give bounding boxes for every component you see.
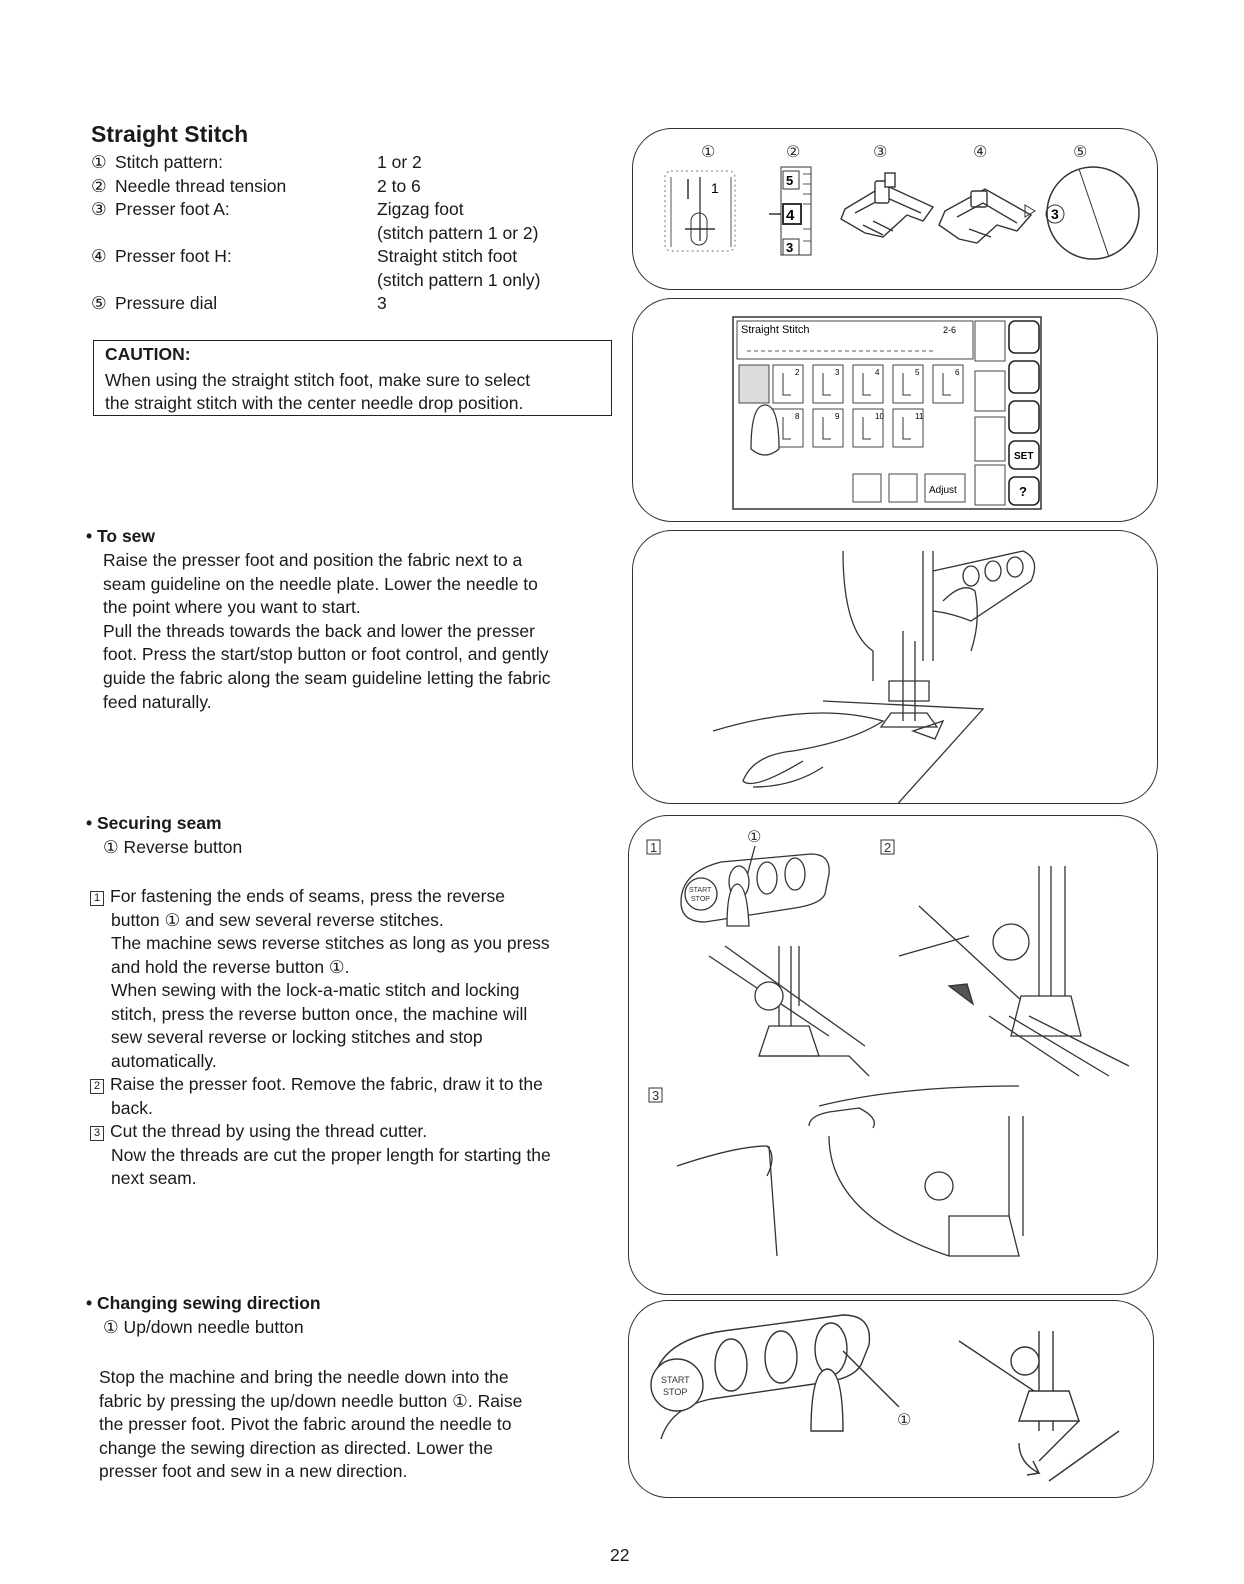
to-sew-line: guide the fabric along the seam guideline letting the fabric: [103, 668, 551, 688]
setting-label-text: Stitch pattern:: [115, 152, 223, 172]
caution-line-1: When using the straight stitch foot, make sure to select: [105, 370, 531, 390]
setting-value: 3: [377, 293, 387, 313]
pattern-number: 1: [711, 180, 719, 196]
step-number-box: 3: [90, 1126, 104, 1141]
callout-5: ⑤: [1073, 144, 1088, 161]
step-number-box: 1: [90, 891, 104, 906]
step-text: Raise the presser foot. Remove the fabric, draw it to the: [110, 1074, 543, 1094]
stop-label: STOP: [663, 1387, 688, 1397]
lcd-drawing: [633, 299, 1157, 521]
tension-dial: [769, 167, 811, 255]
hand-icon: [943, 588, 977, 651]
button-icon: [985, 561, 1001, 581]
lcd-key-right-4[interactable]: [975, 465, 1005, 505]
direction-line: change the sewing direction as directed. Lower the: [99, 1437, 493, 1458]
stop-label: STOP: [691, 896, 710, 903]
securing-step-line: next seam.: [111, 1168, 197, 1188]
figure-lcd-screen: [632, 298, 1158, 522]
reverse-button[interactable]: [715, 1339, 747, 1391]
setting-value: (stitch pattern 1 or 2): [377, 222, 539, 243]
straight-stitch-foot-illustration: [939, 189, 1031, 243]
page-number: 22: [610, 1545, 630, 1565]
stitch-key-number: 10: [875, 412, 884, 421]
direction-drawing: [629, 1301, 1153, 1497]
securing-step-line: When sewing with the lock-a-matic stitch and locking: [111, 980, 520, 1000]
setting-label: [91, 175, 286, 199]
to-sew-line: Raise the presser foot and position the fabric next to a: [103, 550, 523, 570]
direction-heading: • Changing sewing direction: [86, 1293, 321, 1313]
securing-step-line: and hold the reverse button ①.: [111, 956, 350, 977]
bullet-icon: •: [86, 813, 97, 833]
to-sew-line: feed naturally.: [103, 691, 212, 712]
up-down-callout: ①: [897, 1412, 912, 1429]
setting-number: ①: [91, 152, 107, 172]
direction-line: the presser foot. Pivot the fabric around the needle to: [99, 1414, 512, 1435]
figure-securing-seam: [628, 815, 1158, 1295]
lock-button[interactable]: [765, 1331, 797, 1383]
lcd-key-right-3[interactable]: [975, 417, 1005, 461]
lcd-key-right-1[interactable]: [975, 321, 1005, 361]
securing-step-line: Now the threads are cut the proper length for starting the: [111, 1144, 551, 1165]
setting-label: [91, 198, 230, 222]
callout-1: ①: [701, 144, 716, 161]
lcd-screen-title: Straight Stitch: [741, 324, 810, 336]
step-label-1: 1: [650, 840, 658, 855]
setting-number: ②: [91, 175, 107, 196]
to-sew-line: the point where you want to start.: [103, 597, 361, 618]
direction-line: Stop the machine and bring the needle down into the: [99, 1367, 509, 1387]
securing-drawing: [629, 816, 1157, 1294]
side-set-label: SET: [1014, 451, 1034, 462]
setting-number: ③: [91, 199, 107, 219]
side-button-3[interactable]: [1009, 401, 1039, 433]
tension-4: 4: [786, 207, 795, 224]
securing-step-line: [90, 885, 505, 909]
pressure-value: 3: [1051, 206, 1059, 222]
pressure-dial: [1025, 167, 1139, 259]
callout-4: ④: [973, 144, 988, 161]
securing-step-line: stitch, press the reverse button once, the machine will: [111, 1003, 528, 1024]
side-button-2[interactable]: [1009, 361, 1039, 393]
stitch-pattern-key: [665, 171, 735, 251]
securing-step-line: back.: [111, 1097, 153, 1118]
stitch-key-number: 6: [955, 368, 960, 377]
step-label-3: 3: [652, 1088, 660, 1103]
hand-icon: [713, 713, 883, 784]
setting-value: Zigzag foot: [377, 199, 464, 219]
setting-value: 2 to 6: [377, 175, 421, 196]
stitch-key-1[interactable]: [739, 365, 769, 403]
securing-step-line: button ① and sew several reverse stitches.: [111, 909, 444, 930]
setting-value: Straight stitch foot: [377, 246, 518, 266]
stitch-key-number: 11: [915, 412, 924, 421]
arrow-icon: [949, 984, 973, 1004]
finger-icon: [811, 1369, 843, 1431]
tension-5: 5: [786, 173, 794, 188]
step-number-box: 2: [90, 1079, 104, 1094]
figure-changing-direction: [628, 1300, 1154, 1498]
lcd-key-fine[interactable]: [853, 474, 881, 502]
stitch-key-number: 5: [915, 368, 920, 377]
bullet-icon: •: [86, 526, 97, 546]
reverse-callout: ①: [747, 829, 762, 846]
securing-step-line: automatically.: [111, 1050, 217, 1071]
button-icon: [963, 566, 979, 586]
caution-heading: CAUTION:: [105, 344, 191, 364]
securing-step-line: [90, 1073, 543, 1097]
securing-step-line: sew several reverse or locking stitches and stop: [111, 1027, 483, 1047]
lcd-key-right-2[interactable]: [975, 371, 1005, 411]
lcd-key-mirror[interactable]: [889, 474, 917, 502]
securing-sub: ① Reverse button: [103, 837, 243, 857]
setting-label: [91, 245, 232, 269]
to-sew-line: Pull the threads towards the back and lower the presser: [103, 620, 535, 641]
direction-line: fabric by pressing the up/down needle button ①. Raise: [99, 1390, 523, 1411]
setting-label: [91, 151, 223, 175]
step-text: Cut the thread by using the thread cutter.: [110, 1121, 428, 1141]
finger-icon: [751, 405, 779, 455]
stitch-key-number: 3: [835, 368, 840, 377]
lcd-status: 2-6: [943, 325, 957, 335]
setting-number: ④: [91, 246, 107, 266]
zigzag-foot-illustration: [841, 173, 933, 237]
direction-sub: ① Up/down needle button: [103, 1317, 304, 1337]
step-label-2: 2: [884, 840, 892, 855]
callout-3: ③: [873, 144, 888, 161]
callout-2: ②: [786, 144, 801, 161]
stitch-key-number: 4: [875, 368, 880, 377]
stitch-key-number: 8: [795, 412, 800, 421]
stitch-key-number: 9: [835, 412, 840, 421]
rotate-arrow-icon: [1019, 1443, 1039, 1475]
direction-line: presser foot and sew in a new direction.: [99, 1461, 408, 1482]
side-help-label: ?: [1019, 484, 1027, 499]
to-sew-heading: • To sew: [86, 526, 156, 546]
tension-3: 3: [786, 240, 794, 255]
setting-value: (stitch pattern 1 only): [377, 269, 541, 290]
up-down-needle-button[interactable]: [815, 1323, 847, 1375]
securing-heading: • Securing seam: [86, 813, 222, 833]
figure-to-sew: [632, 530, 1158, 804]
bullet-icon: •: [86, 1293, 97, 1313]
caution-line-2: the straight stitch with the center needle drop position.: [105, 393, 524, 413]
start-label: START: [661, 1375, 690, 1385]
to-sew-line: foot. Press the start/stop button or foot control, and gently: [103, 644, 549, 665]
securing-step-line: [90, 1120, 427, 1144]
to-sew-line: seam guideline on the needle plate. Lower the needle to: [103, 573, 538, 594]
lock-button[interactable]: [757, 862, 777, 894]
setting-label-text: Needle thread tension: [115, 175, 287, 196]
start-stop-button[interactable]: [651, 1359, 703, 1411]
setting-label-text: Presser foot H:: [115, 246, 232, 266]
stitch-key-number: 2: [795, 368, 800, 377]
button-icon: [1007, 557, 1023, 577]
to-sew-drawing: [633, 531, 1157, 803]
start-label: START: [689, 887, 712, 894]
securing-step-line: The machine sews reverse stitches as long as you press: [111, 933, 550, 953]
start-stop-button[interactable]: [685, 878, 717, 910]
caution-box: [93, 340, 612, 416]
setting-label: [91, 292, 217, 316]
lcd-adjust-label: Adjust: [929, 485, 957, 496]
step-text: For fastening the ends of seams, press the reverse: [110, 886, 505, 906]
needle-button[interactable]: [785, 858, 805, 890]
side-button-1[interactable]: [1009, 321, 1039, 353]
figure-settings-drawing: [633, 129, 1157, 289]
setting-label-text: Pressure dial: [115, 293, 218, 313]
setting-number: ⑤: [91, 293, 107, 313]
setting-value: 1 or 2: [377, 152, 422, 172]
setting-label-text: Presser foot A:: [115, 199, 230, 219]
section-title: Straight Stitch: [91, 121, 249, 147]
figure-settings: [632, 128, 1158, 290]
